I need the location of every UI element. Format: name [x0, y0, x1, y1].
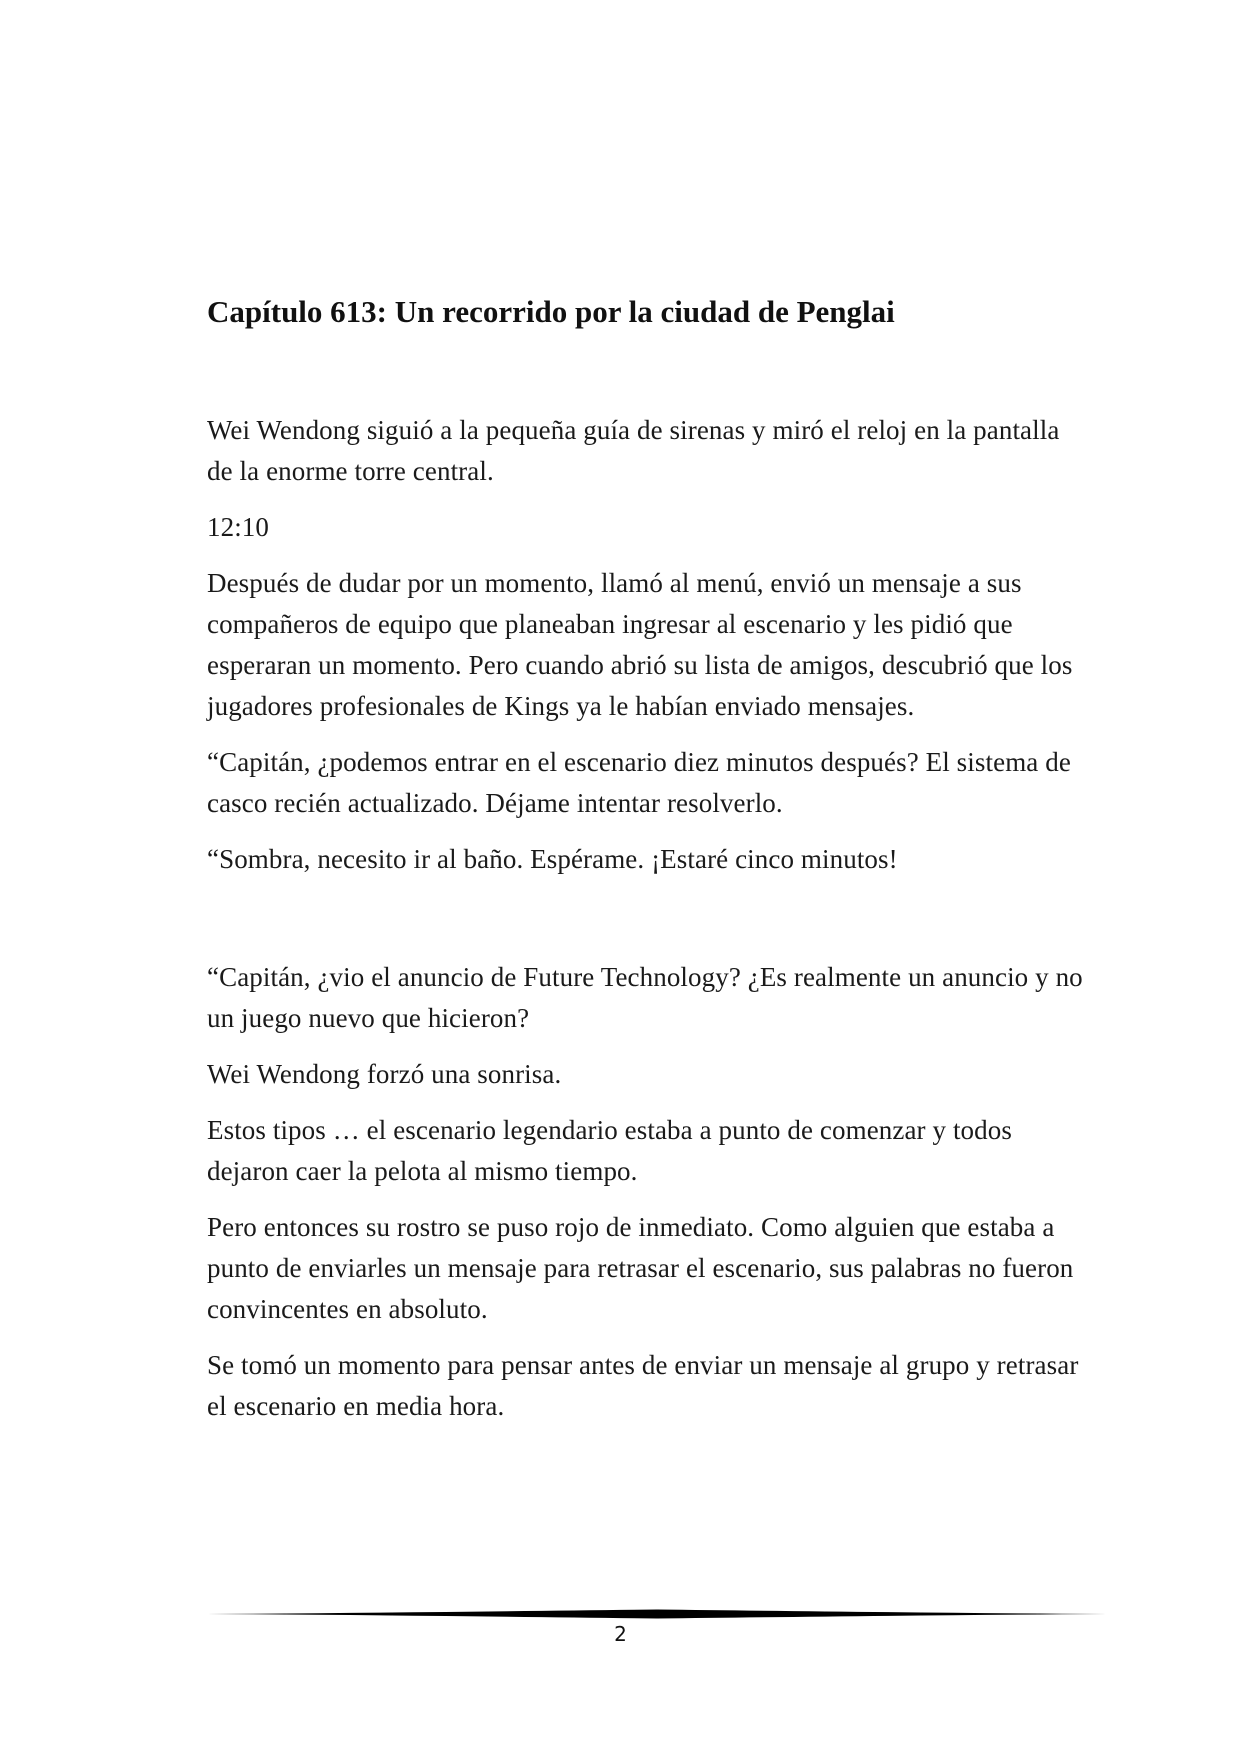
paragraph: “Sombra, necesito ir al baño. Espérame. ¡Estaré cinco minutos!	[207, 844, 898, 874]
page-content	[207, 292, 1087, 1442]
paragraph: Pero entonces su rostro se puso rojo de inmediato. Como alguien que estaba a punto de enviarles un mensaje para retrasar el escenario, sus palabras no fueron convincentes en absoluto.	[207, 1212, 1074, 1324]
page-number: 2	[614, 1622, 627, 1646]
body-text	[207, 410, 1087, 1427]
paragraph: Wei Wendong siguió a la pequeña guía de sirenas y miró el reloj en la pantalla de la enorme torre central.	[207, 415, 1060, 486]
footer-rule-shape	[207, 1610, 1107, 1619]
paragraph: “Capitán, ¿vio el anuncio de Future Technology? ¿Es realmente un anuncio y no un juego nuevo que hicieron?	[207, 962, 1083, 1033]
paragraph-time: 12:10	[207, 512, 270, 542]
footer-rule	[207, 1608, 1107, 1620]
paragraph: “Capitán, ¿podemos entrar en el escenario diez minutos después? El sistema de casco recién actualizado. Déjame intentar resolverlo.	[207, 747, 1071, 818]
paragraph: Se tomó un momento para pensar antes de enviar un mensaje al grupo y retrasar el escenario en media hora.	[207, 1350, 1079, 1421]
paragraph: Estos tipos … el escenario legendario estaba a punto de comenzar y todos dejaron caer la pelota al mismo tiempo.	[207, 1115, 1012, 1186]
section-gap	[207, 895, 1087, 957]
chapter-title: Capítulo 613: Un recorrido por la ciudad de Penglai	[207, 294, 895, 329]
paragraph: Después de dudar por un momento, llamó al menú, envió un mensaje a sus compañeros de equipo que planeaban ingresar al escenario y les pidió que esperaran un momento. Pero cuando abrió su lista de amigos, descubrió que los jugadores profesionales de Kings ya le habían enviado mensajes.	[207, 568, 1073, 721]
paragraph: Wei Wendong forzó una sonrisa.	[207, 1059, 562, 1089]
